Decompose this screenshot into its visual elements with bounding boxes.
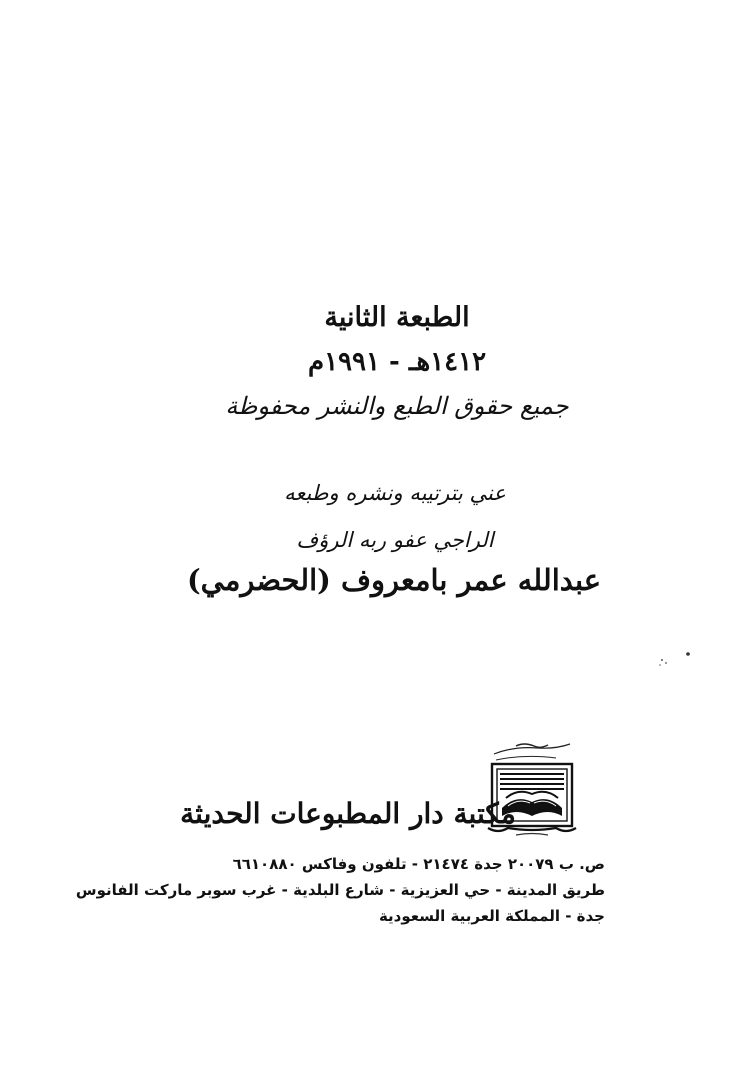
author-name: عبدالله عمر بامعروف (الحضرمي) xyxy=(186,563,602,597)
edition-title: الطبعة الثانية xyxy=(324,302,470,333)
credit-line-1: عني بترتيبه ونشره وطبعه xyxy=(284,481,506,505)
address-line-street: طريق المدينة - حي العزيزية - شارع البلدية - غرب سوبر ماركت الفانوس xyxy=(75,881,605,899)
speck-marks xyxy=(652,646,696,668)
credit-line-2: الراجي عفو ربه الرؤف xyxy=(296,528,494,552)
publisher-address xyxy=(76,851,605,929)
address-line-po-box: ص. ب ٢٠٠٧٩ جدة ٢١٤٧٤ - تلفون وفاكس ٦٦١٠٨٨٠ xyxy=(232,855,605,873)
publisher-name: مكتبة دار المطبوعات الحديثة xyxy=(180,797,516,830)
edition-year: ١٤١٢هـ - ١٩٩١م xyxy=(307,347,487,377)
rights-notice: جميع حقوق الطبع والنشر محفوظة xyxy=(225,392,569,420)
address-line-city: جدة - المملكة العربية السعودية xyxy=(378,907,605,925)
